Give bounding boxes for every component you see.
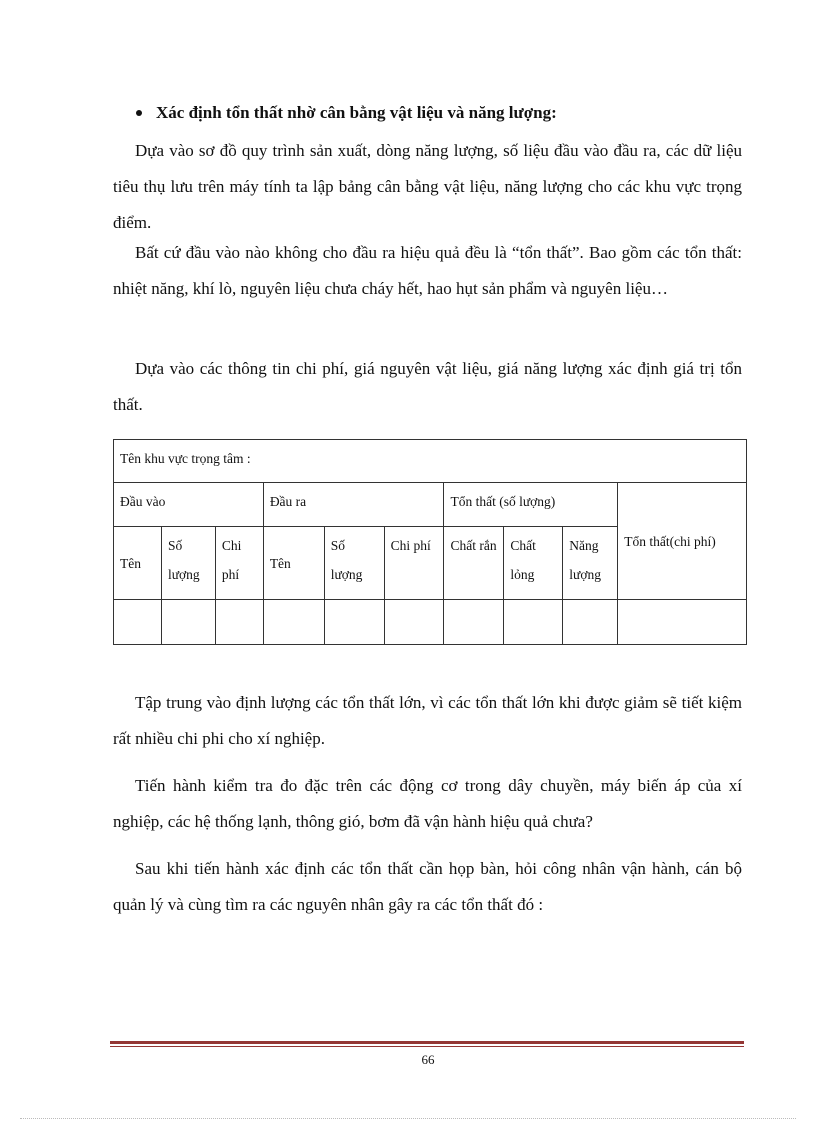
empty-cell [444,600,504,645]
empty-cell [263,600,324,645]
col-out-cost: Chi phí [384,527,444,600]
output-group-header: Đầu ra [263,483,444,527]
page-edge-dotted-line [20,1118,796,1119]
loss-cost-header: Tổn thất(chi phí) [618,483,747,600]
loss-table [113,439,747,645]
table-row [114,600,747,645]
paragraph-3: Dựa vào các thông tin chi phí, giá nguyên vật liệu, giá năng lượng xác định giá trị tổn thất. [113,359,742,414]
empty-cell [563,600,618,645]
empty-cell [114,600,162,645]
footer-divider [110,1041,744,1044]
paragraph-6: Sau khi tiến hành xác định các tổn thất cần họp bàn, hỏi công nhân vận hành, cán bộ quản lý và cùng tìm ra các nguyên nhân gây ra các tổn thất đó : [113,859,742,914]
empty-cell [215,600,263,645]
heading-text: Xác định tổn thất nhờ cân bằng vật liệu và năng lượng: [156,103,557,122]
empty-cell [618,600,747,645]
empty-cell [161,600,215,645]
paragraph-1: Dựa vào sơ đồ quy trình sản xuất, dòng năng lượng, số liệu đầu vào đầu ra, các dữ liệu tiêu thụ lưu trên máy tính ta lập bảng cân bằng vật liệu, năng lượng cho các khu vực trọng điểm. [113,141,742,232]
empty-cell [504,600,563,645]
col-solid: Chất rắn [444,527,504,600]
paragraph-4: Tập trung vào định lượng các tổn thất lớn, vì các tổn thất lớn khi được giảm sẽ tiết kiệm rất nhiều chi phi cho xí nghiệp. [113,693,742,748]
empty-cell [324,600,384,645]
section-heading [136,103,557,123]
col-liquid: Chất lỏng [504,527,563,600]
col-energy: Năng lượng [563,527,618,600]
col-out-qty: Số lượng [324,527,384,600]
input-group-header: Đầu vào [114,483,264,527]
paragraph-2: Bất cứ đầu vào nào không cho đầu ra hiệu quả đều là “tổn thất”. Bao gồm các tổn thất: nhiệt năng, khí lò, nguyên liệu chưa cháy hết, hao hụt sản phẩm và nguyên liệu… [113,243,742,298]
empty-cell [384,600,444,645]
bullet-icon [136,110,142,116]
loss-qty-group-header: Tổn thất (số lượng) [444,483,618,527]
paragraph-5: Tiến hành kiểm tra đo đặc trên các động cơ trong dây chuyền, máy biến áp của xí nghiệp, các hệ thống lạnh, thông gió, bơm đã vận hành hiệu quả chưa? [113,776,742,831]
footer-divider-thin [110,1046,744,1047]
col-in-name: Tên [114,527,162,600]
area-label-cell: Tên khu vực trọng tâm : [114,440,747,483]
col-in-cost: Chi phí [215,527,263,600]
page-number: 66 [421,1052,435,1067]
col-out-name: Tên [263,527,324,600]
col-in-qty: Số lượng [161,527,215,600]
